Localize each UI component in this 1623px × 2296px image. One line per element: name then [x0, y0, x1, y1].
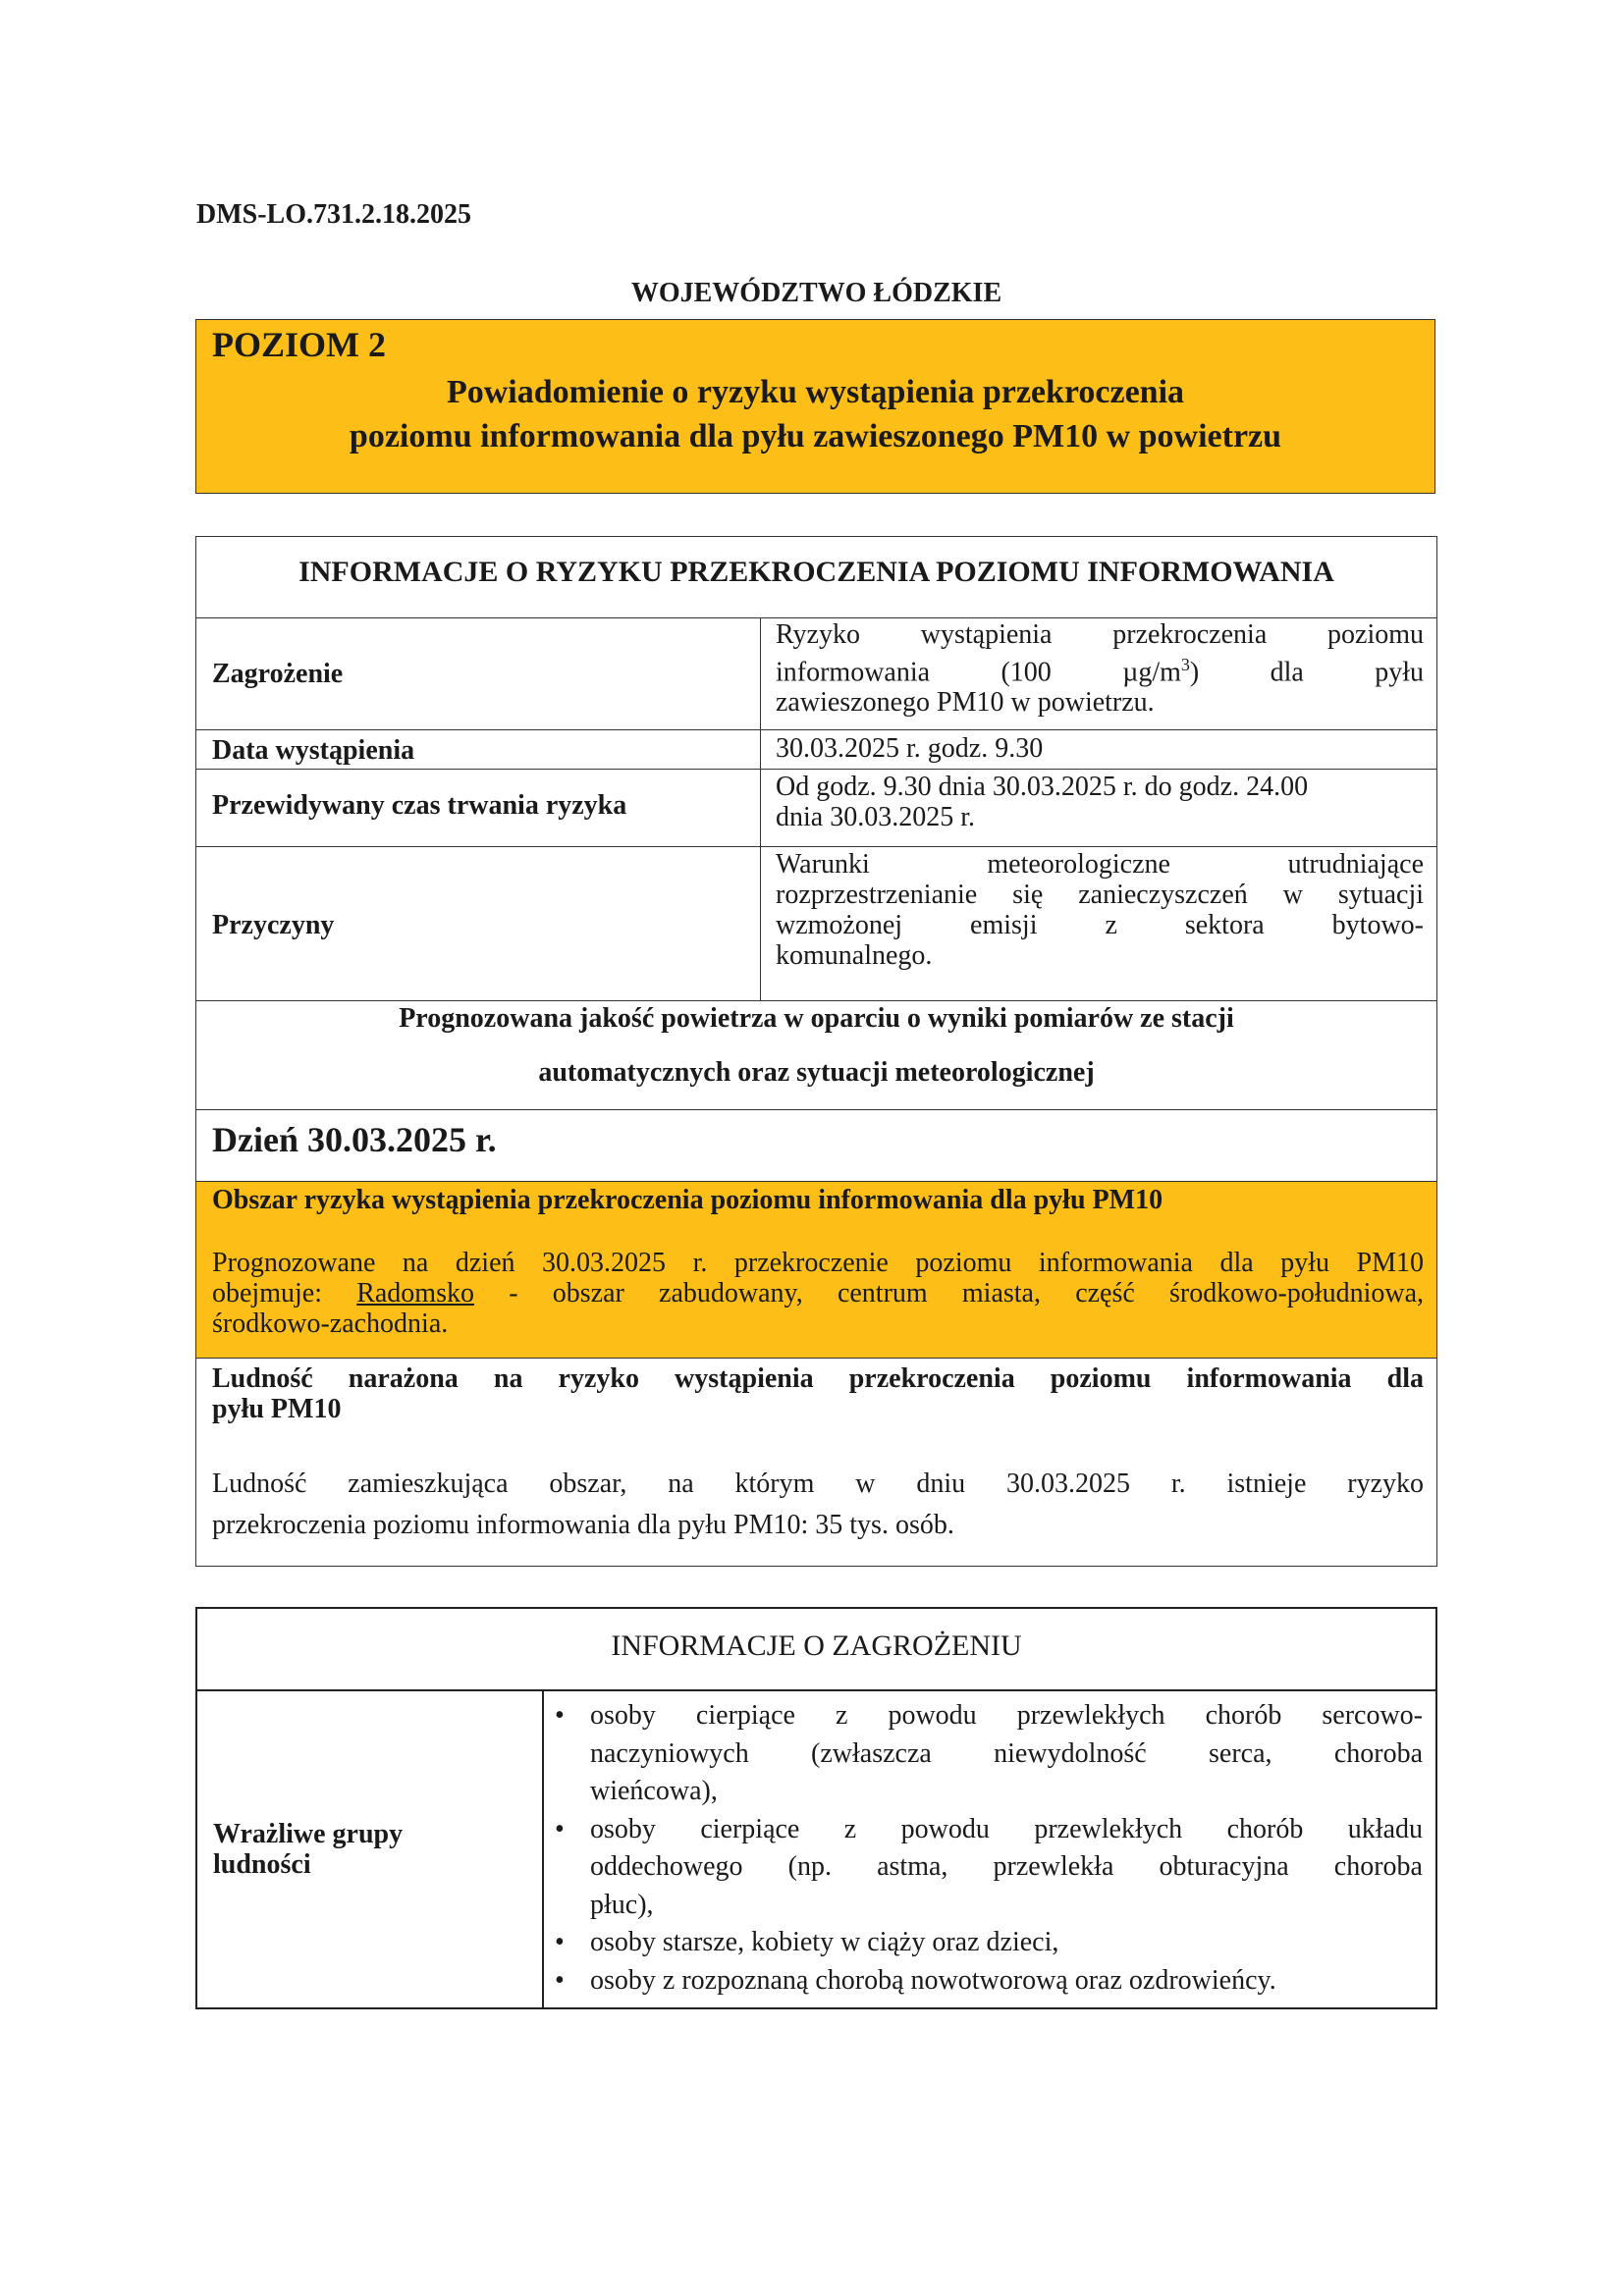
- banner-title-line1: Powiadomienie o ryzyku wystąpienia przekroczenia: [446, 374, 1185, 410]
- list-item: • osoby cierpiące z powodu przewlekłych chorób układu oddechowego (np. astma, przewlekła obturacyjna choroba płuc),: [549, 1811, 1423, 1925]
- threat-label: Zagrożenie: [212, 659, 344, 689]
- risk-info-table: [195, 536, 1437, 1567]
- population-heading: Ludność narażona na ryzyko wystąpienia przekroczenia poziomu informowania dla pyłu PM10: [212, 1363, 1424, 1424]
- list-item: • osoby starsze, kobiety w ciąży oraz dzieci,: [549, 1924, 1423, 1962]
- threat-table-header: INFORMACJE O ZAGROŻENIU: [611, 1629, 1022, 1662]
- forecast-day: Dzień 30.03.2025 r.: [212, 1120, 497, 1159]
- duration-value: Od godz. 9.30 dnia 30.03.2025 r. do godz. 24.00 dnia 30.03.2025 r.: [776, 772, 1309, 832]
- area-text: Prognozowane na dzień 30.03.2025 r. przekroczenie poziomu informowania dla pyłu PM10 obejmuje: Radomsko - obszar zabudowany, centrum miasta, część środkowo-południowa, środkowo-zachodnia.: [212, 1248, 1424, 1339]
- threat-info-table: [195, 1607, 1437, 2009]
- list-item: • osoby z rozpoznaną chorobą nowotworową oraz ozdrowieńcy.: [549, 1962, 1423, 2001]
- level-banner: [195, 319, 1435, 494]
- forecast-line2: automatycznych oraz sytuacji meteorologicznej: [538, 1057, 1095, 1088]
- sensitive-groups-label: Wrażliwe grupy ludności: [213, 1819, 404, 1880]
- causes-label: Przyczyny: [212, 910, 335, 940]
- duration-label: Przewidywany czas trwania ryzyka: [212, 790, 627, 821]
- date-label: Data wystąpienia: [212, 735, 415, 766]
- area-heading: Obszar ryzyka wystąpienia przekroczenia poziomu informowania dla pyłu PM10: [212, 1185, 1163, 1215]
- document-number: DMS-LO.731.2.18.2025: [196, 199, 471, 230]
- banner-title-line2: poziomu informowania dla pyłu zawieszonego PM10 w powietrzu: [349, 418, 1282, 454]
- region-heading: WOJEWÓDZTWO ŁÓDZKIE: [630, 278, 1002, 308]
- risk-table-header: INFORMACJE O RYZYKU PRZEKROCZENIA POZIOMU INFORMOWANIA: [298, 556, 1334, 588]
- date-value: 30.03.2025 r. godz. 9.30: [776, 733, 1044, 764]
- population-text: Ludność zamieszkująca obszar, na którym w dniu 30.03.2025 r. istnieje ryzyko przekroczenia poziomu informowania dla pyłu PM10: 35 tys. osób.: [212, 1468, 1424, 1540]
- sensitive-groups-list: [549, 1697, 1423, 2000]
- level-label: POZIOM 2: [212, 325, 386, 364]
- threat-value: Ryzyko wystąpienia przekroczenia poziomu informowania (100 $\mu g/m^3$) dla pyłu zawieszonego PM10 w powietrzu.: [776, 619, 1425, 719]
- list-item: • osoby cierpiące z powodu przewlekłych chorób sercowo- naczyniowych (zwłaszcza niewydolność serca, choroba wieńcowa),: [549, 1697, 1423, 1811]
- forecast-line1: Prognozowana jakość powietrza w oparciu o wyniki pomiarów ze stacji: [399, 1003, 1234, 1034]
- area-city: Radomsko: [356, 1278, 474, 1308]
- causes-value: Warunki meteorologiczne utrudniające rozprzestrzenianie się zanieczyszczeń w sytuacji wzmożonej emisji z sektora bytowo- komunalnego.: [776, 849, 1424, 971]
